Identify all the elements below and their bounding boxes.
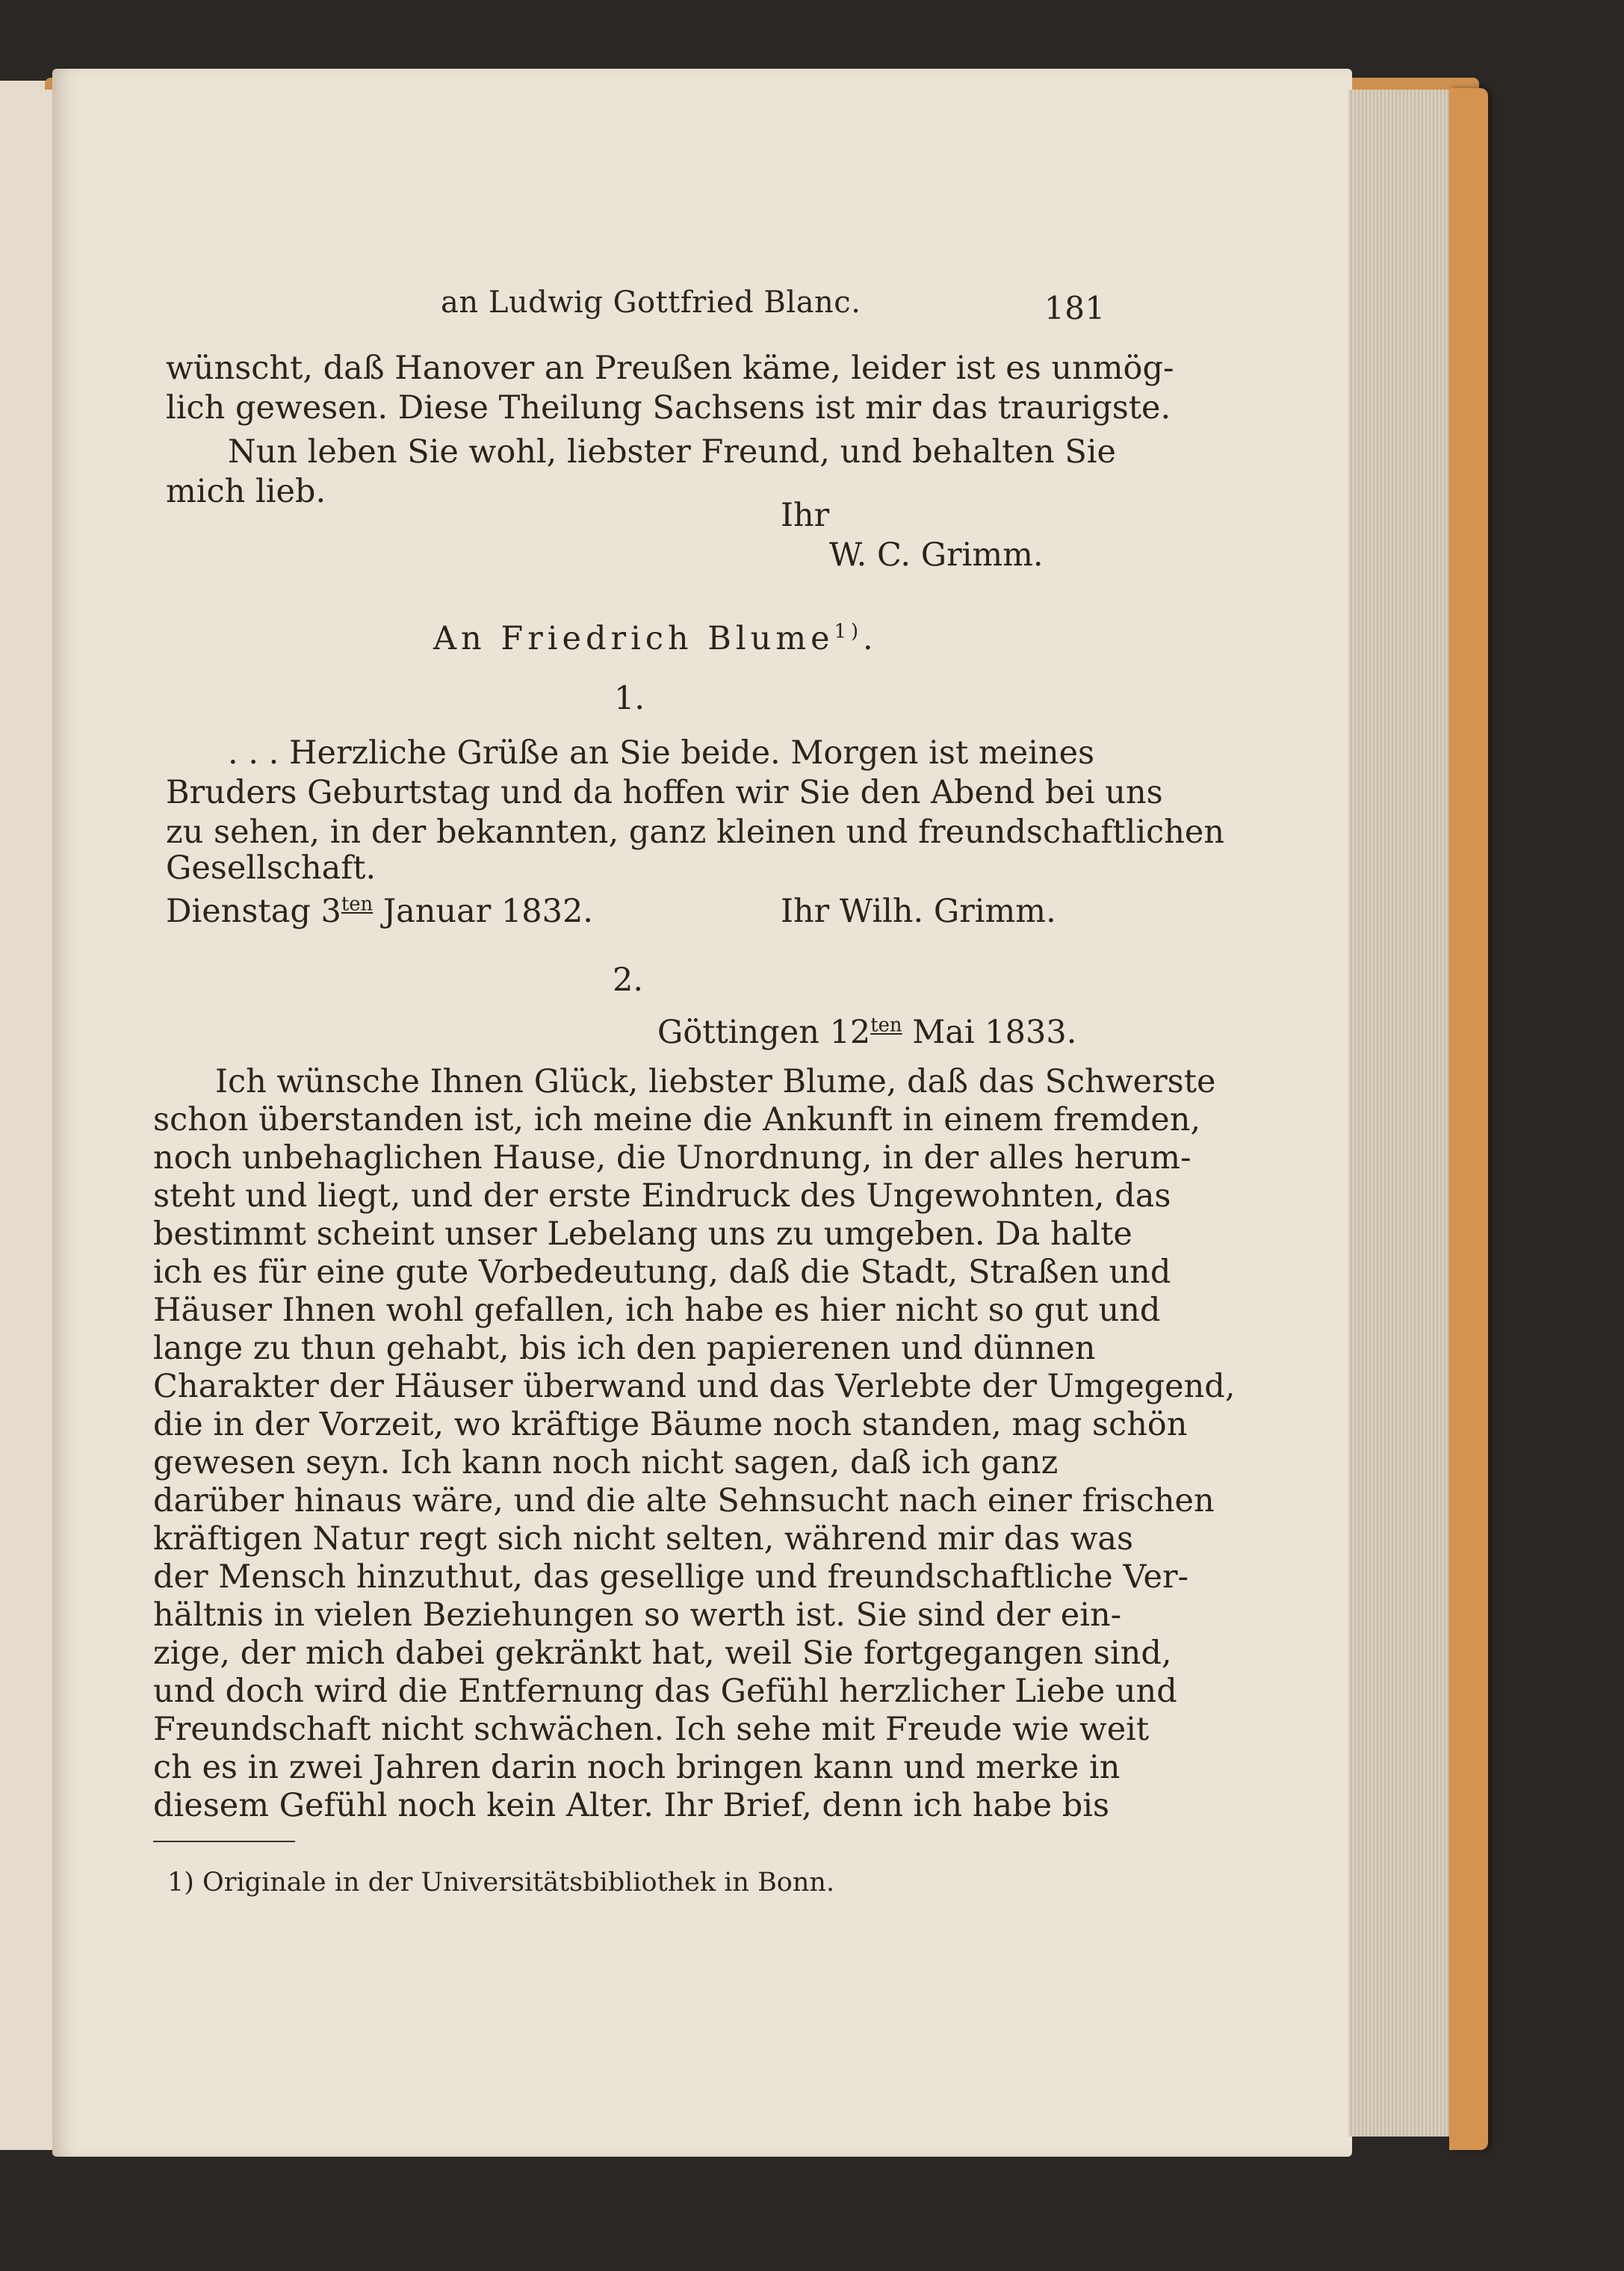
- letter-2-line-3: noch unbehaglichen Hause, die Unordnung, in der alles herum-: [153, 1139, 1191, 1177]
- letter-1-signature: Ihr Wilh. Grimm.: [781, 893, 1056, 930]
- footnote: 1) Originale in der Universitätsbibliothek in Bonn.: [167, 1868, 835, 1897]
- letter-1-line-2: Bruders Geburtstag und da hoffen wir Sie den Abend bei uns: [166, 774, 1163, 811]
- letter-1-date-day: Dienstag 3: [166, 893, 341, 930]
- running-title: an Ludwig Gottfried Blanc.: [441, 285, 861, 320]
- footnote-rule: [153, 1841, 295, 1842]
- footnote-ref: 1): [834, 620, 864, 643]
- intro-line-2: lich gewesen. Diese Theilung Sachsens ist mir das traurigste.: [166, 389, 1171, 427]
- intro-closing: Ihr: [781, 497, 830, 534]
- letter-2-line-8: lange zu thun gehabt, bis ich den papierenen und dünnen: [153, 1330, 1096, 1367]
- intro-line-1: wünscht, daß Hanover an Preußen käme, leider ist es unmög-: [166, 350, 1174, 387]
- letter-1-number: 1.: [614, 680, 645, 717]
- letter-1-date: [166, 893, 593, 930]
- section-title-end: .: [863, 620, 878, 657]
- letter-2-line-15: hältnis in vielen Beziehungen so werth ist. Sie sind der ein-: [153, 1596, 1122, 1634]
- letter-2-line-2: schon überstanden ist, ich meine die Ankunft in einem fremden,: [153, 1101, 1201, 1138]
- letter-2-line-19: ch es in zwei Jahren darin noch bringen kann und merke in: [153, 1749, 1121, 1786]
- intro-line-4: mich lieb.: [166, 473, 326, 510]
- letter-2-line-18: Freundschaft nicht schwächen. Ich sehe mit Freude wie weit: [153, 1711, 1150, 1748]
- letter-1-line-3: zu sehen, in der bekannten, ganz kleinen und freundschaftlichen: [166, 814, 1225, 851]
- section-title: [433, 620, 878, 657]
- letter-2-number: 2.: [613, 961, 644, 999]
- letter-2-line-20: diesem Gefühl noch kein Alter. Ihr Brief, denn ich habe bis: [153, 1787, 1110, 1824]
- intro-signature: W. C. Grimm.: [829, 536, 1044, 574]
- letter-2-line-6: ich es für eine gute Vorbedeutung, daß die Stadt, Straßen und: [153, 1254, 1171, 1291]
- letter-2-line-16: zige, der mich dabei gekränkt hat, weil Sie fortgegangen sind,: [153, 1635, 1172, 1672]
- letter-2-line-9: Charakter der Häuser überwand und das Verlebte der Umgegend,: [153, 1368, 1236, 1405]
- letter-2-line-11: gewesen seyn. Ich kann noch nicht sagen, daß ich ganz: [153, 1444, 1059, 1481]
- letter-2-line-10: die in der Vorzeit, wo kräftige Bäume noch standen, mag schön: [153, 1406, 1188, 1443]
- letter-1-line-4: Gesellschaft.: [166, 849, 376, 887]
- letter-1-date-rest: Januar 1832.: [373, 893, 594, 930]
- letter-2-line-12: darüber hinaus wäre, und die alte Sehnsucht nach einer frischen: [153, 1482, 1215, 1519]
- letter-1-date-sup: ten: [341, 893, 374, 916]
- left-page-edge: [0, 81, 55, 2150]
- letter-2-line-5: bestimmt scheint unser Lebelang uns zu umgeben. Da halte: [153, 1215, 1132, 1253]
- letter-1-line-1: . . . Herzliche Grüße an Sie beide. Morgen ist meines: [228, 734, 1095, 772]
- letter-2-line-13: kräftigen Natur regt sich nicht selten, während mir das was: [153, 1520, 1134, 1558]
- intro-line-3: Nun leben Sie wohl, liebster Freund, und behalten Sie: [228, 433, 1116, 471]
- letter-2-date-place: Göttingen 12: [657, 1014, 871, 1051]
- letter-2-line-7: Häuser Ihnen wohl gefallen, ich habe es hier nicht so gut und: [153, 1292, 1161, 1329]
- letter-2-line-14: der Mensch hinzuthut, das gesellige und freundschaftliche Ver-: [153, 1558, 1189, 1596]
- page-number: 181: [1044, 290, 1106, 326]
- letter-2-date-sup: ten: [870, 1014, 902, 1037]
- page-edges: [1348, 90, 1454, 2137]
- letter-2-date: [657, 1014, 1076, 1051]
- letter-2-line-1: Ich wünsche Ihnen Glück, liebster Blume, daß das Schwerste: [215, 1063, 1216, 1100]
- letter-2-line-17: und doch wird die Entfernung das Gefühl herzlicher Liebe und: [153, 1673, 1177, 1710]
- book-cover-edge: [1449, 88, 1488, 2150]
- letter-2-line-4: steht und liegt, und der erste Eindruck des Ungewohnten, das: [153, 1177, 1171, 1215]
- section-title-text: An Friedrich Blume: [433, 620, 834, 657]
- letter-2-date-rest: Mai 1833.: [902, 1014, 1077, 1051]
